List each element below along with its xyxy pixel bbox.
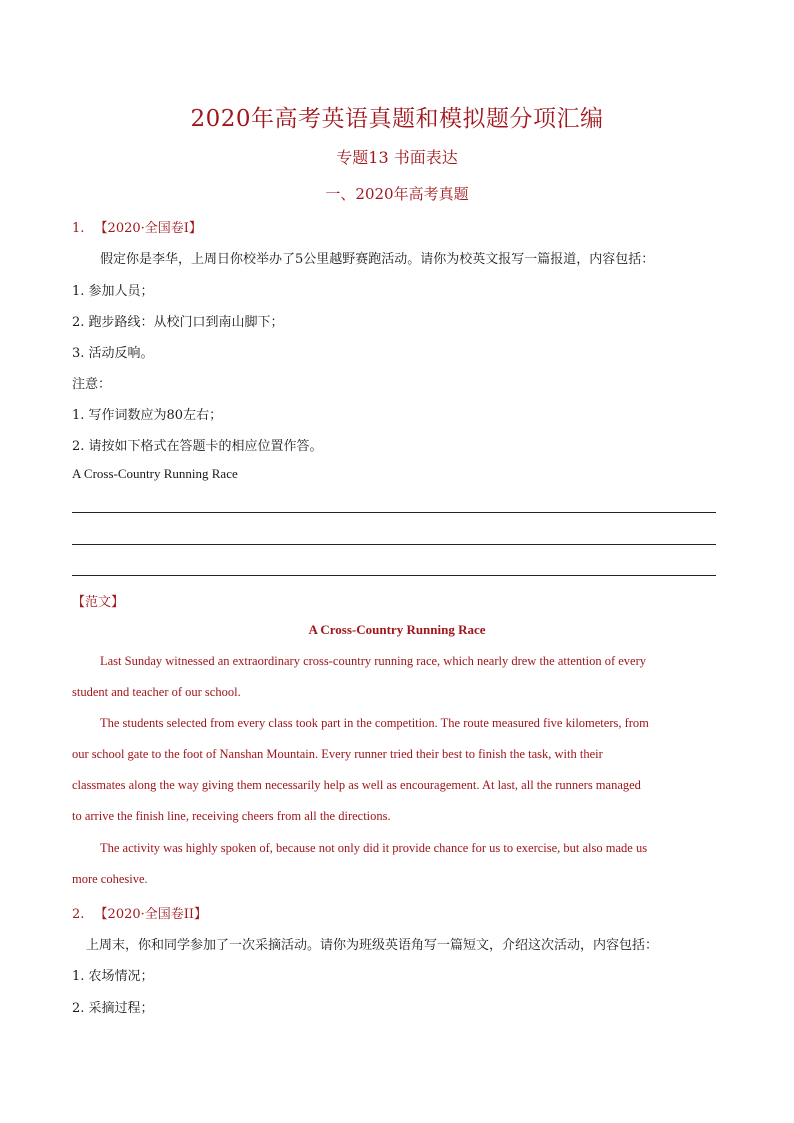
format-title: A Cross-Country Running Race [72, 466, 238, 481]
essay-line: student and teacher of our school. [72, 685, 241, 699]
question-number: 1. [72, 221, 85, 236]
answer-line [72, 512, 716, 513]
note-label: 注意： [72, 377, 112, 392]
question-source-tag: 【2020·全国卷I】 [94, 221, 202, 236]
question-number: 2. [72, 907, 85, 922]
question-source-tag: 【2020·全国卷II】 [94, 907, 208, 922]
question-1-item: 1. 参加人员； [72, 284, 154, 299]
essay-line: our school gate to the foot of Nanshan Mountain. Every runner tried their best to finish the task, with their [72, 747, 603, 761]
answer-line [72, 544, 716, 545]
essay-line: more cohesive. [72, 872, 148, 886]
question-2-prompt: 上周末，你和同学参加了一次采摘活动。请你为班级英语角写一篇短文，介绍这次活动，内容包括： [86, 938, 659, 953]
question-1-item: 3. 活动反响。 [72, 346, 154, 361]
question-1-prompt: 假定你是李华，上周日你校举办了5公里越野赛跑活动。请你为校英文报写一篇报道，内容包括： [100, 252, 655, 267]
note-item: 2. 请按如下格式在答题卡的相应位置作答。 [72, 439, 323, 454]
essay-line: to arrive the finish line, receiving cheers from all the directions. [72, 809, 391, 823]
question-1-item: 2. 跑步路线：从校门口到南山脚下； [72, 315, 284, 330]
answer-line [72, 575, 716, 576]
document-title: 2020年高考英语真题和模拟题分项汇编 [190, 106, 604, 132]
essay-line: Last Sunday witnessed an extraordinary cross-country running race, which nearly drew the attention of every [100, 654, 646, 668]
question-2-header [72, 903, 207, 922]
essay-line: The students selected from every class took part in the competition. The route measured five kilometers, from [100, 716, 649, 730]
essay-line: The activity was highly spoken of, because not only did it provide chance for us to exercise, but also made us [100, 841, 648, 855]
sample-essay-title: A Cross-Country Running Race [308, 622, 486, 637]
question-2-item: 1. 农场情况； [72, 969, 154, 984]
section-heading: 一、2020年高考真题 [325, 185, 469, 203]
note-item: 1. 写作词数应为80左右； [72, 408, 223, 423]
sample-label: 【范文】 [72, 595, 125, 610]
topic-subtitle: 专题13 书面表达 [336, 148, 458, 167]
question-2-item: 2. 采摘过程； [72, 1001, 154, 1016]
essay-line: classmates along the way giving them necessarily help as well as encouragement. At last, all the runners managed [72, 778, 641, 792]
question-1-header [72, 217, 202, 236]
